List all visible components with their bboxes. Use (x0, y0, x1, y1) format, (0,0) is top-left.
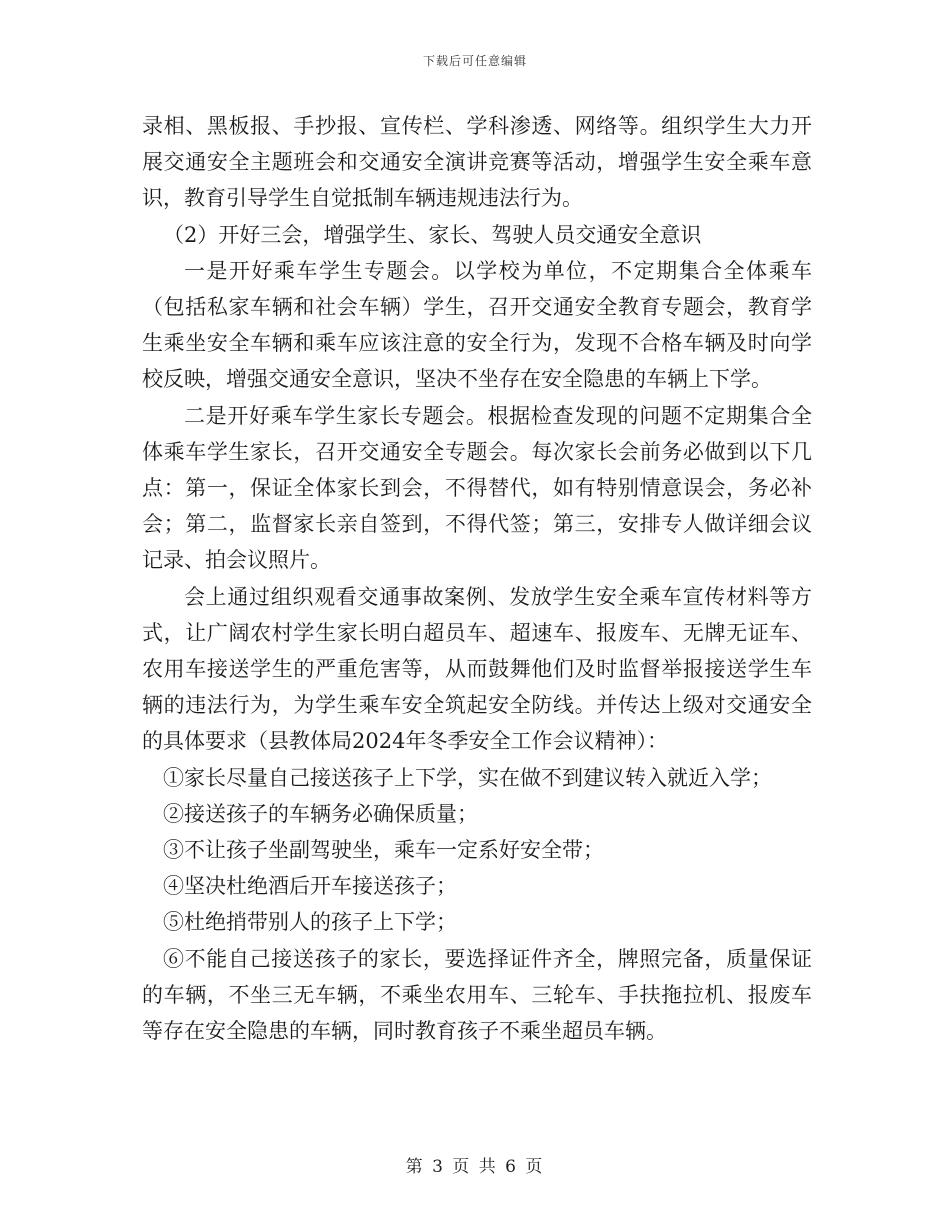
section-heading-three-meetings: （2）开好三会，增强学生、家长、驾驶人员交通安全意识 (163, 222, 702, 247)
list-item-requirement-2: ②接送孩子的车辆务必确保质量； (163, 801, 478, 826)
paragraph-publicity-methods: 录相、黑板报、手抄报、宣传栏、学科渗透、网络等。组织学生大力开展交通安全主题班会和交通安全演讲竞赛等活动，增强学生安全乘车意识，教育引导学生自觉抵制车辆违规违法行为。 (142, 114, 812, 211)
page-number: 第 3 页 共 6 页 (405, 1157, 545, 1177)
document-body (142, 108, 812, 1049)
paragraph-meeting-content: 会上通过组织观看交通事故案例、发放学生安全乘车宣传材料等方式，让广阔农村学生家长明白超员车、超速车、报废车、无牌无证车、农用车接送学生的严重危害等，从而鼓舞他们及时监督举报接送学生车辆的违法行为，为学生乘车安全筑起安全防线。并传达上级对交通安全的具体要求（县教体局2024年冬季安全工作会议精神）： (142, 584, 812, 754)
paragraph-parent-meeting: 二是开好乘车学生家长专题会。根据检查发现的问题不定期集合全体乘车学生家长，召开交通安全专题会。每次家长会前务必做到以下几点：第一，保证全体家长到会，不得替代，如有特别情意误会，务必补会；第二，监督家长亲自签到，不得代签；第三，安排专人做详细会议记录、拍会议照片。 (142, 403, 812, 573)
list-item-requirement-6: ⑥不能自己接送孩子的家长，要选择证件齐全，牌照完备，质量保证的车辆，不坐三无车辆，不乘坐农用车、三轮车、手扶拖拉机、报废车等存在安全隐患的车辆，同时教育孩子不乘坐超员车辆。 (142, 946, 812, 1044)
paragraph-student-meeting: 一是开好乘车学生专题会。以学校为单位，不定期集合全体乘车（包括私家车辆和社会车辆）学生，召开交通安全教育专题会，教育学生乘坐安全车辆和乘车应该注意的安全行为，发现不合格车辆及时向学校反映，增强交通安全意识，坚决不坐存在安全隐患的车辆上下学。 (142, 258, 812, 392)
list-item-requirement-1: ①家长尽量自己接送孩子上下学，实在做不到建议转入就近入学； (163, 765, 772, 790)
list-item-requirement-5: ⑤杜绝捎带别人的孩子上下学； (163, 910, 457, 935)
list-item-requirement-3: ③不让孩子坐副驾驶坐，乘车一定系好安全带； (163, 838, 604, 863)
list-item-requirement-4: ④坚决杜绝酒后开车接送孩子； (163, 874, 457, 899)
page-header: 下载后可任意编辑 (422, 54, 527, 68)
